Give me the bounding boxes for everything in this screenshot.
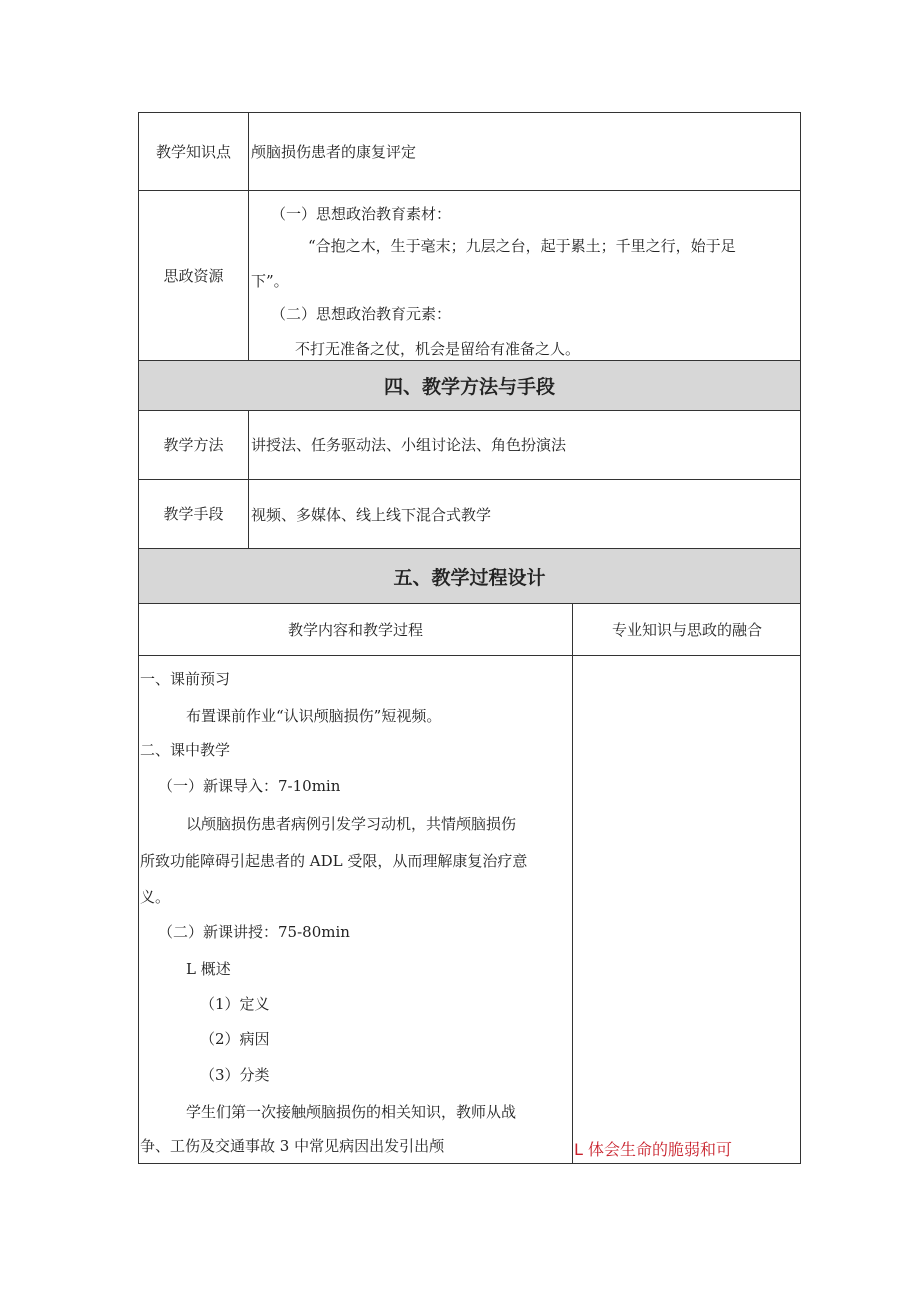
ideology-line-5: 不打无准备之仗，机会是留给有准备之人。 — [295, 340, 581, 358]
process-line: 义。 — [140, 888, 171, 906]
knowledge-label: 教学知识点 — [155, 142, 231, 161]
process-line: （2）病因 — [200, 1030, 270, 1048]
ideology-line-1: （一）思想政治教育素材： — [271, 205, 452, 223]
means-divider — [248, 479, 249, 549]
process-body-divider — [572, 655, 573, 1164]
knowledge-divider — [248, 112, 249, 191]
ideology-label: 思政资源 — [163, 266, 224, 285]
methods-value: 讲授法、任务驱动法、小组讨论法、角色扮演法 — [251, 436, 567, 454]
process-line: L 概述 — [186, 960, 231, 978]
process-col1-header: 教学内容和教学过程 — [287, 620, 423, 639]
ideology-line-2: “合抱之木，生于毫末；九层之台，起于累土；千里之行，始于足 — [308, 237, 736, 255]
ideology-divider — [248, 190, 249, 361]
process-line: 以颅脑损伤患者病例引发学习动机，共情颅脑损伤 — [186, 815, 517, 833]
process-line: 一、课前预习 — [140, 670, 231, 688]
integration-note: L 体会生命的脆弱和可 — [574, 1140, 733, 1159]
process-body — [138, 655, 801, 1164]
process-col2-header: 专业知识与思政的融合 — [611, 620, 762, 639]
ideology-line-3: 下”。 — [251, 272, 289, 290]
process-line: （二）新课讲授：75-80min — [158, 923, 350, 941]
process-line: 二、课中教学 — [140, 741, 231, 759]
process-line: （3）分类 — [200, 1066, 270, 1084]
process-line: 布置课前作业“认识颅脑损伤”短视频。 — [186, 707, 442, 725]
section4-header: 四、教学方法与手段 — [138, 360, 801, 411]
process-line: 所致功能障碍引起患者的 ADL 受限，从而理解康复治疗意 — [140, 852, 528, 870]
ideology-line-4: （二）思想政治教育元素： — [271, 305, 452, 323]
process-line: 争、工伤及交通事故 3 中常见病因出发引出颅 — [140, 1137, 445, 1155]
process-line: （1）定义 — [200, 995, 270, 1013]
process-line: （一）新课导入：7-10min — [158, 777, 341, 795]
process-line: 学生们第一次接触颅脑损伤的相关知识，教师从战 — [186, 1103, 517, 1121]
methods-label: 教学方法 — [163, 436, 224, 454]
means-value: 视频、多媒体、线上线下混合式教学 — [251, 506, 492, 524]
methods-divider — [248, 410, 249, 480]
section5-header: 五、教学过程设计 — [138, 548, 801, 604]
means-label: 教学手段 — [163, 505, 224, 523]
knowledge-value: 颅脑损伤患者的康复评定 — [251, 143, 417, 161]
